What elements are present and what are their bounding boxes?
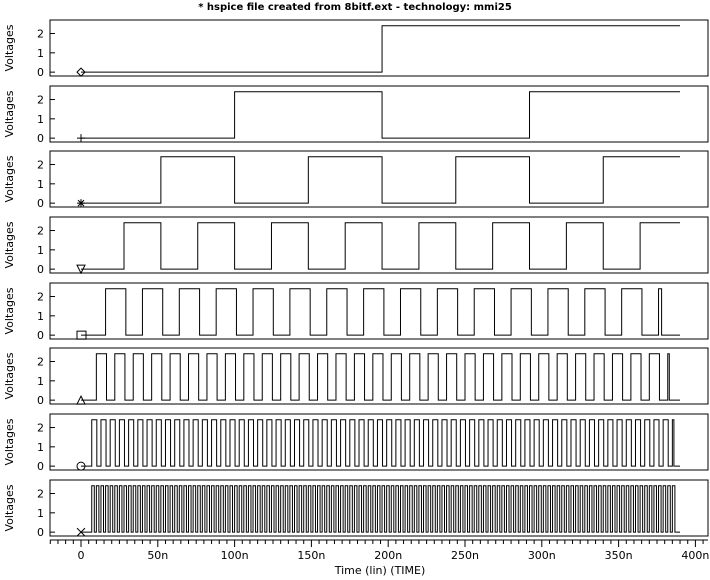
waveform-panels xyxy=(3,20,708,539)
y-tick-label: 1 xyxy=(37,506,44,520)
panel-frame xyxy=(50,20,708,76)
y-tick-label: 1 xyxy=(37,309,44,323)
waveform-panel-2 xyxy=(3,86,708,145)
panel-frame xyxy=(50,480,708,536)
y-tick-label: 2 xyxy=(37,158,44,172)
panel-frame xyxy=(50,151,708,207)
y-axis-title: Voltages xyxy=(3,287,16,335)
y-tick-label: 0 xyxy=(37,263,44,277)
y-tick-label: 0 xyxy=(37,132,44,146)
x-axis xyxy=(50,540,709,562)
waveform-panel-4 xyxy=(3,217,708,276)
y-axis-title: Voltages xyxy=(3,352,16,400)
x-tick-label: 200n xyxy=(374,549,403,562)
y-tick-label: 1 xyxy=(37,243,44,257)
y-tick-label: 2 xyxy=(37,290,44,304)
signal-line-4 xyxy=(81,223,680,269)
y-axis-title: Voltages xyxy=(3,418,16,466)
panel-frame xyxy=(50,283,708,339)
x-tick-label: 50n xyxy=(147,549,169,562)
x-tick-label: 400n xyxy=(681,549,710,562)
panel-frame xyxy=(50,217,708,273)
y-tick-label: 0 xyxy=(37,329,44,343)
waveform-panel-3 xyxy=(3,151,708,210)
y-axis-title: Voltages xyxy=(3,155,16,203)
y-tick-label: 2 xyxy=(37,224,44,238)
signal-line-2 xyxy=(81,92,680,138)
plus-marker xyxy=(77,134,85,142)
y-tick-label: 0 xyxy=(37,526,44,540)
signal-line-8 xyxy=(81,486,680,532)
y-axis-title: Voltages xyxy=(3,24,16,72)
signal-line-7 xyxy=(81,420,680,466)
panel-frame xyxy=(50,86,708,142)
y-tick-label: 1 xyxy=(37,112,44,126)
waveform-panel-5 xyxy=(3,283,708,342)
y-tick-label: 2 xyxy=(37,355,44,369)
y-tick-label: 1 xyxy=(37,46,44,60)
y-tick-label: 0 xyxy=(37,197,44,211)
asterisk-marker xyxy=(77,199,85,207)
x-tick-label: 100n xyxy=(220,549,249,562)
panel-frame xyxy=(50,414,708,470)
signal-line-5 xyxy=(81,289,680,335)
y-tick-label: 1 xyxy=(37,440,44,454)
y-axis-title: Voltages xyxy=(3,484,16,532)
y-tick-label: 0 xyxy=(37,394,44,408)
x-axis-title: Time (lin) (TIME) xyxy=(334,564,426,577)
waveform-panel-6 xyxy=(3,348,708,407)
waveform-panel-7 xyxy=(3,414,708,473)
x-tick-label: 300n xyxy=(527,549,556,562)
y-axis-title: Voltages xyxy=(3,90,16,138)
y-tick-label: 0 xyxy=(37,66,44,80)
y-tick-label: 2 xyxy=(37,93,44,107)
chart-title: * hspice file created from 8bitf.ext - technology: mmi25 xyxy=(198,2,512,13)
panel-frame xyxy=(50,348,708,404)
y-axis-title: Voltages xyxy=(3,221,16,269)
signal-line-6 xyxy=(81,354,680,400)
y-tick-label: 0 xyxy=(37,460,44,474)
signal-line-1 xyxy=(81,26,680,72)
y-tick-label: 2 xyxy=(37,27,44,41)
waveform-panel-1 xyxy=(3,20,708,79)
signal-line-3 xyxy=(81,157,680,203)
x-tick-label: 350n xyxy=(604,549,633,562)
x-tick-label: 250n xyxy=(451,549,479,562)
y-tick-label: 2 xyxy=(37,487,44,501)
y-tick-label: 1 xyxy=(37,374,44,388)
x-tick-label: 150n xyxy=(297,549,326,562)
y-tick-label: 2 xyxy=(37,421,44,435)
waveform-panel-8 xyxy=(3,480,708,539)
y-tick-label: 1 xyxy=(37,177,44,191)
x-tick-label: 0 xyxy=(77,549,85,562)
